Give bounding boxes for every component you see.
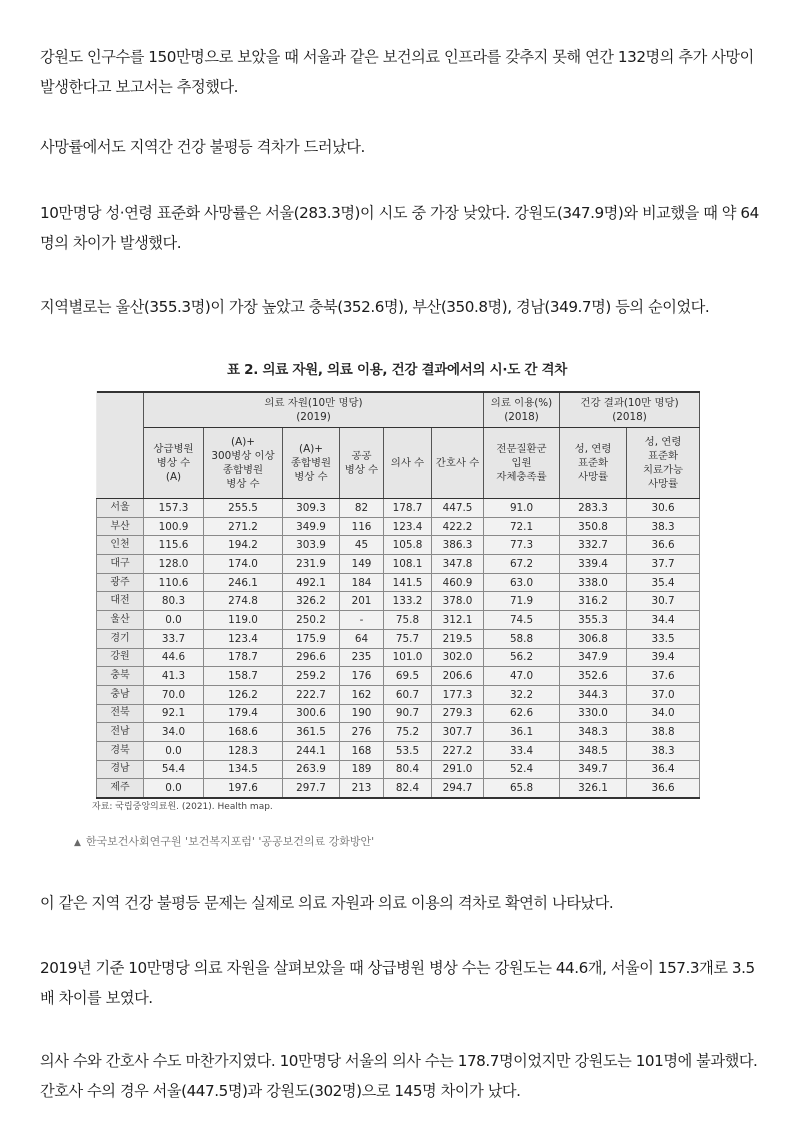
- table-cell: 119.0: [204, 611, 283, 630]
- region-cell: 전북: [97, 704, 144, 723]
- table-cell: 34.4: [627, 611, 700, 630]
- table-cell: 246.1: [204, 573, 283, 592]
- table-cell: 38.3: [627, 517, 700, 536]
- table-cell: 91.0: [484, 499, 560, 518]
- column-header: (A)+ 300병상 이상 종합병원 병상 수: [204, 428, 283, 499]
- table-row: [97, 779, 700, 798]
- table-cell: 355.3: [560, 611, 627, 630]
- table-cell: 222.7: [283, 685, 340, 704]
- table-cell: 303.9: [283, 536, 340, 555]
- region-cell: 울산: [97, 611, 144, 630]
- table-cell: 35.4: [627, 573, 700, 592]
- table-cell: 348.5: [560, 741, 627, 760]
- table-cell: 348.3: [560, 723, 627, 742]
- table-cell: 60.7: [384, 685, 432, 704]
- table-cell: 179.4: [204, 704, 283, 723]
- table-cell: 101.0: [384, 648, 432, 667]
- table-cell: 157.3: [144, 499, 204, 518]
- table-cell: 126.2: [204, 685, 283, 704]
- region-cell: 제주: [97, 779, 144, 798]
- table-row: [97, 704, 700, 723]
- table-cell: 37.7: [627, 555, 700, 574]
- table-cell: 92.1: [144, 704, 204, 723]
- table-cell: 168: [340, 741, 384, 760]
- table-cell: 201: [340, 592, 384, 611]
- table-cell: 80.3: [144, 592, 204, 611]
- table-cell: 174.0: [204, 555, 283, 574]
- table-cell: 123.4: [384, 517, 432, 536]
- group-header-outcomes: 건강 결과(10만 명당) (2018): [560, 392, 700, 428]
- region-cell: 경기: [97, 629, 144, 648]
- table-cell: 347.9: [560, 648, 627, 667]
- table-row: [97, 555, 700, 574]
- table-figure: [96, 391, 699, 795]
- table-cell: 38.8: [627, 723, 700, 742]
- table-cell: 306.8: [560, 629, 627, 648]
- column-header: 의사 수: [384, 428, 432, 499]
- table-cell: 56.2: [484, 648, 560, 667]
- table-cell: 0.0: [144, 779, 204, 798]
- table-cell: 197.6: [204, 779, 283, 798]
- table-cell: 53.5: [384, 741, 432, 760]
- table-cell: 33.7: [144, 629, 204, 648]
- table-cell: 178.7: [384, 499, 432, 518]
- region-cell: 인천: [97, 536, 144, 555]
- table-cell: 307.7: [432, 723, 484, 742]
- table-cell: 339.4: [560, 555, 627, 574]
- table-cell: 0.0: [144, 611, 204, 630]
- table-cell: 338.0: [560, 573, 627, 592]
- table-cell: 38.3: [627, 741, 700, 760]
- table-cell: 36.6: [627, 536, 700, 555]
- table-cell: 227.2: [432, 741, 484, 760]
- table-cell: 361.5: [283, 723, 340, 742]
- table-cell: 422.2: [432, 517, 484, 536]
- table-cell: 64: [340, 629, 384, 648]
- table-cell: 149: [340, 555, 384, 574]
- group-header-utilization: 의료 이용(%) (2018): [484, 392, 560, 428]
- table-cell: 189: [340, 760, 384, 779]
- table-cell: 52.4: [484, 760, 560, 779]
- table-cell: 271.2: [204, 517, 283, 536]
- table-row: [97, 741, 700, 760]
- table-row: [97, 517, 700, 536]
- table-cell: 296.6: [283, 648, 340, 667]
- table-cell: 176: [340, 667, 384, 686]
- table-cell: 386.3: [432, 536, 484, 555]
- column-header: 전문질환군 입원 자체충족률: [484, 428, 560, 499]
- regional-gap-table: [96, 391, 700, 799]
- table-cell: 347.8: [432, 555, 484, 574]
- table-cell: 63.0: [484, 573, 560, 592]
- table-cell: 177.3: [432, 685, 484, 704]
- table-cell: 263.9: [283, 760, 340, 779]
- region-cell: 부산: [97, 517, 144, 536]
- table-cell: 219.5: [432, 629, 484, 648]
- column-header: 간호사 수: [432, 428, 484, 499]
- table-cell: 36.6: [627, 779, 700, 798]
- table-cell: 178.7: [204, 648, 283, 667]
- table-cell: 62.6: [484, 704, 560, 723]
- column-header: 성, 연령 표준화 치료가능 사망률: [627, 428, 700, 499]
- table-cell: 41.3: [144, 667, 204, 686]
- table-row: [97, 667, 700, 686]
- table-cell: 326.2: [283, 592, 340, 611]
- table-cell: 77.3: [484, 536, 560, 555]
- table-cell: 344.3: [560, 685, 627, 704]
- table-cell: 75.2: [384, 723, 432, 742]
- table-cell: 37.0: [627, 685, 700, 704]
- table-cell: 162: [340, 685, 384, 704]
- table-cell: 460.9: [432, 573, 484, 592]
- table-cell: 312.1: [432, 611, 484, 630]
- table-cell: 33.4: [484, 741, 560, 760]
- table-cell: 39.4: [627, 648, 700, 667]
- region-cell: 충남: [97, 685, 144, 704]
- body-paragraph-7: 의사 수와 간호사 수도 마찬가지였다. 10만명당 서울의 의사 수는 178.7명이었지만 강원도는 101명에 불과했다. 간호사 수의 경우 서울(447.5명)과 강원도(302명)으로 145명 차이가 났다.: [40, 1052, 758, 1100]
- table-cell: 80.4: [384, 760, 432, 779]
- table-cell: 133.2: [384, 592, 432, 611]
- table-cell: 0.0: [144, 741, 204, 760]
- table-cell: 300.6: [283, 704, 340, 723]
- column-header: 상급병원 병상 수 (A): [144, 428, 204, 499]
- table-cell: 194.2: [204, 536, 283, 555]
- table-cell: 378.0: [432, 592, 484, 611]
- column-header: (A)+ 종합병원 병상 수: [283, 428, 340, 499]
- table-cell: 123.4: [204, 629, 283, 648]
- body-paragraph-3: 10만명당 성·연령 표준화 사망률은 서울(283.3명)이 시도 중 가장 낮았다. 강원도(347.9명)와 비교했을 때 약 64명의 차이가 발생했다.: [40, 204, 759, 252]
- body-paragraph-4: 지역별로는 울산(355.3명)이 가장 높았고 충북(352.6명), 부산(350.8명), 경남(349.7명) 등의 순이었다.: [40, 298, 710, 316]
- table-cell: 45: [340, 536, 384, 555]
- table-row: [97, 723, 700, 742]
- table-cell: 276: [340, 723, 384, 742]
- table-row: [97, 685, 700, 704]
- table-cell: 141.5: [384, 573, 432, 592]
- table-cell: 70.0: [144, 685, 204, 704]
- table-cell: 108.1: [384, 555, 432, 574]
- table-cell: 67.2: [484, 555, 560, 574]
- body-paragraph-5: 이 같은 지역 건강 불평등 문제는 실제로 의료 자원과 의료 이용의 격차로 확연히 나타났다.: [40, 894, 614, 912]
- table-row: [97, 611, 700, 630]
- table-cell: 100.9: [144, 517, 204, 536]
- table-cell: 279.3: [432, 704, 484, 723]
- table-cell: 75.7: [384, 629, 432, 648]
- table-cell: 82.4: [384, 779, 432, 798]
- region-cell: 대구: [97, 555, 144, 574]
- table-row: [97, 629, 700, 648]
- table-cell: 36.4: [627, 760, 700, 779]
- table-cell: 128.0: [144, 555, 204, 574]
- table-cell: 352.6: [560, 667, 627, 686]
- region-cell: 전남: [97, 723, 144, 742]
- table-cell: 349.7: [560, 760, 627, 779]
- region-cell: 서울: [97, 499, 144, 518]
- table-cell: 330.0: [560, 704, 627, 723]
- table-cell: 134.5: [204, 760, 283, 779]
- table-cell: 75.8: [384, 611, 432, 630]
- table-cell: 294.7: [432, 779, 484, 798]
- table-cell: 168.6: [204, 723, 283, 742]
- table-cell: 291.0: [432, 760, 484, 779]
- table-row: [97, 760, 700, 779]
- table-cell: 447.5: [432, 499, 484, 518]
- table-cell: 47.0: [484, 667, 560, 686]
- table-row: [97, 573, 700, 592]
- group-header-resources: 의료 자원(10만 명당) (2019): [144, 392, 484, 428]
- table-cell: 326.1: [560, 779, 627, 798]
- image-caption: [74, 833, 374, 849]
- table-cell: 30.6: [627, 499, 700, 518]
- table-cell: 332.7: [560, 536, 627, 555]
- table-row: [97, 536, 700, 555]
- table-title: 표 2. 의료 자원, 의료 이용, 건강 결과에서의 시·도 간 격차: [227, 362, 567, 378]
- table-cell: 82: [340, 499, 384, 518]
- table-cell: 244.1: [283, 741, 340, 760]
- table-cell: 206.6: [432, 667, 484, 686]
- table-row: [97, 648, 700, 667]
- table-cell: 274.8: [204, 592, 283, 611]
- table-cell: 231.9: [283, 555, 340, 574]
- table-row: [97, 592, 700, 611]
- table-cell: 190: [340, 704, 384, 723]
- table-cell: 34.0: [144, 723, 204, 742]
- table-corner-cell: [97, 392, 144, 499]
- table-cell: 110.6: [144, 573, 204, 592]
- table-cell: 316.2: [560, 592, 627, 611]
- table-cell: 350.8: [560, 517, 627, 536]
- region-cell: 강원: [97, 648, 144, 667]
- table-cell: 213: [340, 779, 384, 798]
- table-cell: 255.5: [204, 499, 283, 518]
- region-cell: 대전: [97, 592, 144, 611]
- table-cell: 72.1: [484, 517, 560, 536]
- table-cell: 115.6: [144, 536, 204, 555]
- table-cell: 297.7: [283, 779, 340, 798]
- column-header: 공공 병상 수: [340, 428, 384, 499]
- triangle-icon: ▲: [74, 838, 81, 848]
- table-cell: 349.9: [283, 517, 340, 536]
- table-cell: 175.9: [283, 629, 340, 648]
- body-paragraph-2: 사망률에서도 지역간 건강 불평등 격차가 드러났다.: [40, 138, 365, 156]
- table-cell: 184: [340, 573, 384, 592]
- table-cell: 37.6: [627, 667, 700, 686]
- table-cell: 283.3: [560, 499, 627, 518]
- column-header: 성, 연령 표준화 사망률: [560, 428, 627, 499]
- table-cell: 54.4: [144, 760, 204, 779]
- table-cell: 32.2: [484, 685, 560, 704]
- table-cell: 69.5: [384, 667, 432, 686]
- region-cell: 경남: [97, 760, 144, 779]
- table-cell: 44.6: [144, 648, 204, 667]
- table-cell: 309.3: [283, 499, 340, 518]
- table-cell: 302.0: [432, 648, 484, 667]
- region-cell: 경북: [97, 741, 144, 760]
- table-cell: 250.2: [283, 611, 340, 630]
- caption-text: 한국보건사회연구원 '보건복지포럼' '공공보건의료 강화방안': [85, 835, 375, 848]
- table-cell: 74.5: [484, 611, 560, 630]
- region-cell: 충북: [97, 667, 144, 686]
- table-cell: 105.8: [384, 536, 432, 555]
- table-cell: 58.8: [484, 629, 560, 648]
- region-cell: 광주: [97, 573, 144, 592]
- table-cell: 71.9: [484, 592, 560, 611]
- table-cell: 116: [340, 517, 384, 536]
- table-cell: 128.3: [204, 741, 283, 760]
- table-cell: 65.8: [484, 779, 560, 798]
- table-cell: 34.0: [627, 704, 700, 723]
- table-cell: 259.2: [283, 667, 340, 686]
- table-source-note: 자료: 국립중앙의료원. (2021). Health map.: [92, 802, 273, 812]
- table-cell: 30.7: [627, 592, 700, 611]
- table-cell: 158.7: [204, 667, 283, 686]
- table-cell: 235: [340, 648, 384, 667]
- body-paragraph-1: 강원도 인구수를 150만명으로 보았을 때 서울과 같은 보건의료 인프라를 갖추지 못해 연간 132명의 추가 사망이 발생한다고 보고서는 추정했다.: [40, 48, 754, 96]
- table-cell: 90.7: [384, 704, 432, 723]
- table-cell: 492.1: [283, 573, 340, 592]
- table-cell: -: [340, 611, 384, 630]
- table-cell: 33.5: [627, 629, 700, 648]
- table-cell: 36.1: [484, 723, 560, 742]
- body-paragraph-6: 2019년 기준 10만명당 의료 자원을 살펴보았을 때 상급병원 병상 수는 강원도는 44.6개, 서울이 157.3개로 3.5배 차이를 보였다.: [40, 959, 755, 1007]
- table-row: [97, 499, 700, 518]
